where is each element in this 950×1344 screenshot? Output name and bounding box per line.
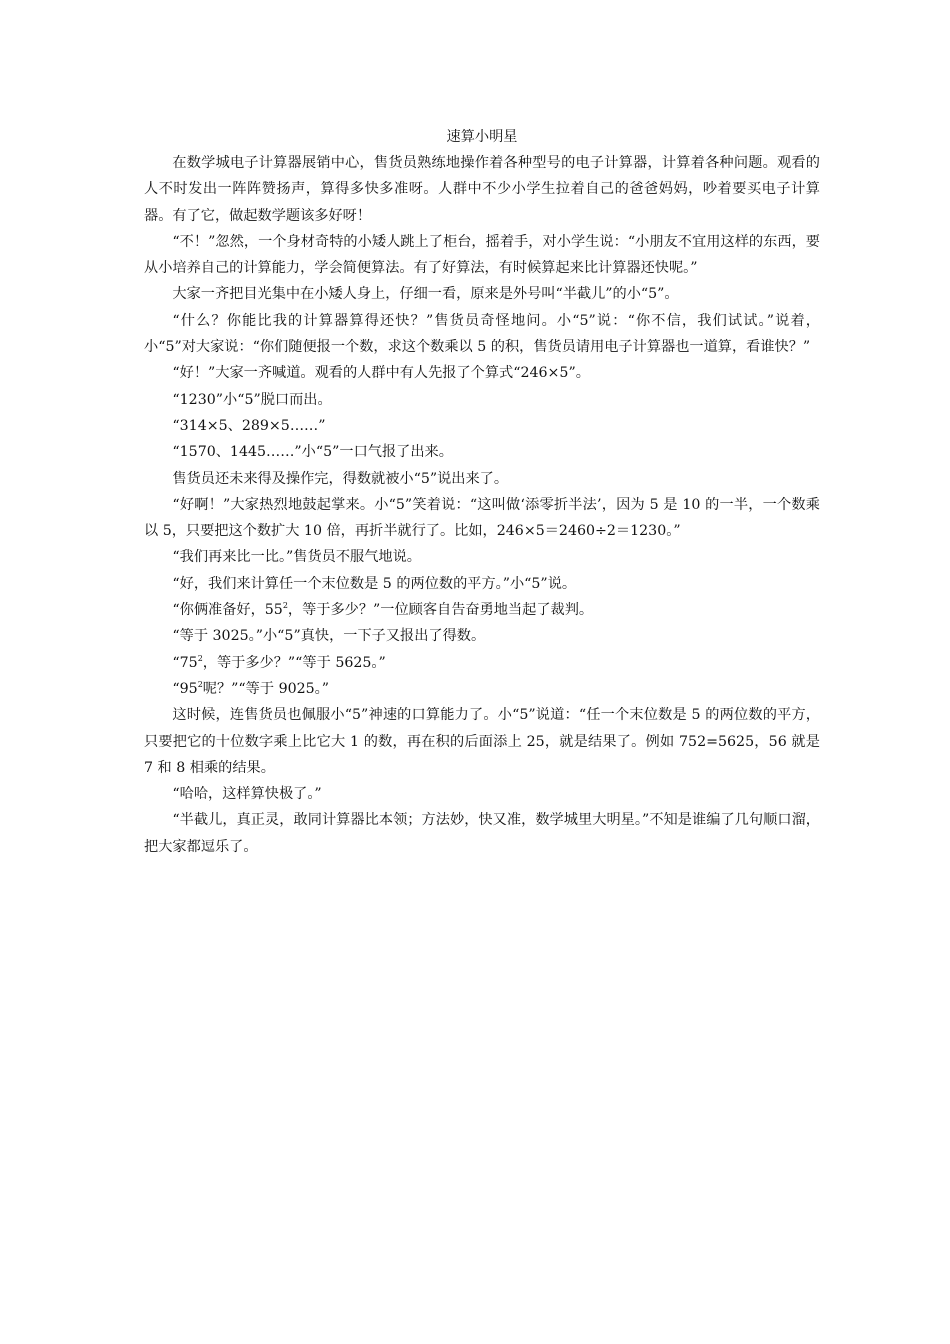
paragraph-19: “半截儿，真正灵，敢同计算器比本领；方法妙，快又准，数学城里大明星。”不知是谁编了几句顺口溜，把大家都逗乐了。	[144, 812, 820, 855]
paragraph-2: “不！”忽然，一个身材奇特的小矮人跳上了柜台，摇着手，对小学生说：“小朋友不宜用这样的东西，要从小培养自己的计算能力，学会简便算法。有了好算法，有时候算起来比计算器还快呢。”	[144, 233, 820, 277]
paragraph-8: “1570、1445……”小“5”一口气报了出来。	[172, 444, 453, 461]
paragraph-16-end: 呢？”“等于 9025。”	[202, 680, 330, 697]
paragraph-9: 售货员还未来得及操作完，得数就被小“5”说出来了。	[172, 470, 509, 487]
paragraph-1: 在数学城电子计算器展销中心，售货员熟练地操作着各种型号的电子计算器，计算着各种问题。观看的人不时发出一阵阵赞扬声，算得多快多准呀。人群中不少小学生拉着自己的爸爸妈妈，吵着要买电子计算器。有了它，做起数学题该多好呀！	[144, 155, 820, 224]
superscript-exponent: 2	[282, 601, 288, 611]
paragraph-10: “好啊！”大家热烈地鼓起掌来。小“5”笑着说：“这叫做‘添零折半法’，因为 5 是 10 的一半，一个数乘以 5，只要把这个数扩大 10 倍，再折半就行了。比如，246×5＝2460÷2＝1230。”	[144, 496, 820, 540]
paragraph-15	[144, 650, 820, 676]
paragraph-13-end: ，等于多少？”一位顾客自告奋勇地当起了裁判。	[287, 602, 594, 619]
paragraph-14: “等于 3025。”小“5”真快，一下子又报出了得数。	[172, 628, 486, 645]
paragraph-6: “1230”小“5”脱口而出。	[172, 391, 332, 408]
superscript-exponent: 2	[197, 653, 203, 663]
paragraph-3: 大家一齐把目光集中在小矮人身上，仔细一看，原来是外号叫“半截儿”的小“5”。	[172, 286, 679, 303]
paragraph-16	[144, 676, 820, 702]
paragraph-16-start: “95	[172, 680, 198, 697]
paragraph-17: 这时候，连售货员也佩服小“5”神速的口算能力了。小“5”说道：“任一个末位数是 5 的两位数的平方，只要把它的十位数字乘上比它大 1 的数，再在积的后面添上 25，就是结果了。例如 752=5625，56 就是 7 和 8 相乘的结果。	[144, 707, 820, 776]
paragraph-18: “哈哈，这样算快极了。”	[172, 786, 322, 803]
paragraph-11: “我们再来比一比。”售货员不服气地说。	[172, 549, 421, 566]
paragraph-7: “314×5、289×5……”	[172, 417, 326, 434]
paragraph-4: “什么？你能比我的计算器算得还快？”售货员奇怪地问。小“5”说：“你不信，我们试试。”说着，小“5”对大家说：“你们随便报一个数，求这个数乘以 5 的积，售货员请用电子计算器也一道算，看谁快？”	[144, 312, 820, 356]
paragraph-15-start: “75	[172, 654, 198, 671]
document-title: 速算小明星	[446, 129, 518, 145]
paragraph-5: “好！”大家一齐喊道。观看的人群中有人先报了个算式“246×5”。	[172, 365, 590, 382]
paragraph-13-start: “你俩准备好，55	[172, 602, 283, 619]
paragraph-15-end: ，等于多少？”“等于 5625。”	[202, 654, 386, 671]
paragraph-12: “好，我们来计算任一个末位数是 5 的两位数的平方。”小“5”说。	[172, 575, 577, 592]
paragraph-13	[144, 597, 820, 623]
superscript-exponent: 2	[197, 679, 203, 689]
document-page	[144, 124, 820, 860]
